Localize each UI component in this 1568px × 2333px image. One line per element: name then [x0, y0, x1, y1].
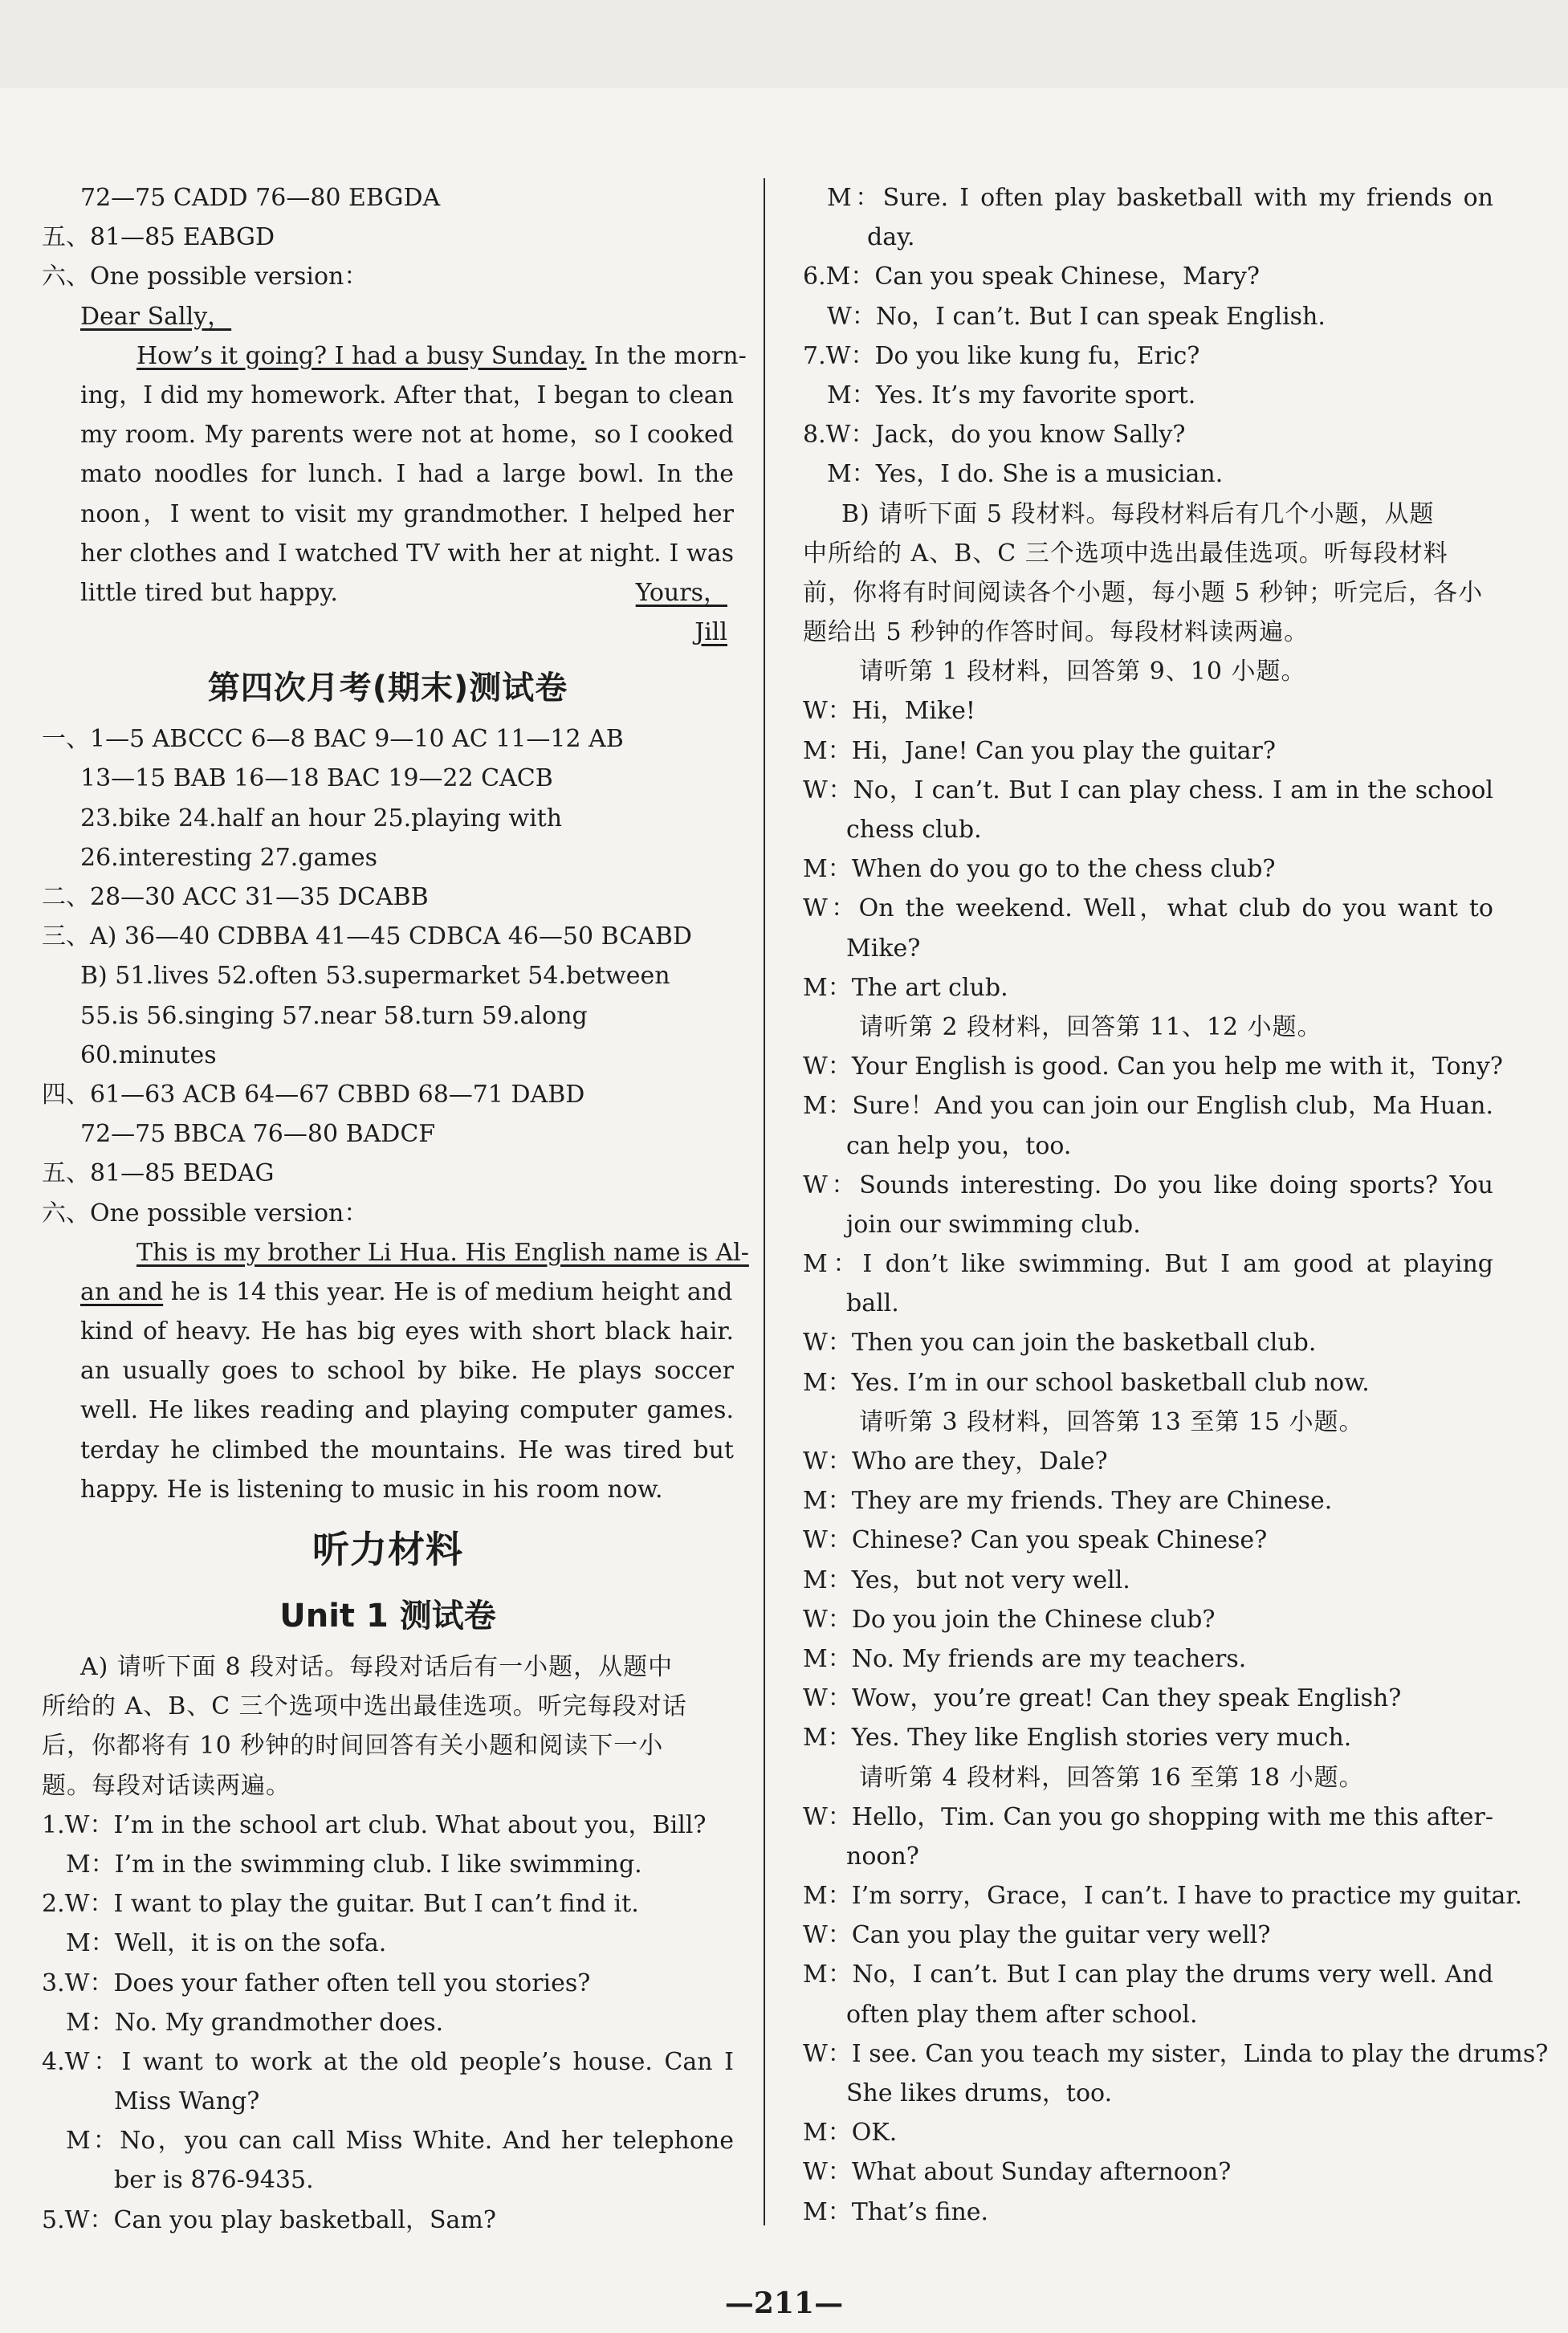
essay-line — [42, 573, 734, 613]
dialogue-line: Mike? — [846, 934, 921, 963]
dialogue-line: W：Then you can join the basketball club. — [803, 1329, 1317, 1358]
material-heading: 请听第 3 段材料，回答第 13 至第 15 小题。 — [859, 1407, 1364, 1436]
dialogue-line: W：Chinese? Can you speak Chinese? — [803, 1526, 1268, 1555]
dialogue-line: 1.W：I’m in the school art club. What about you，Bill? — [42, 1810, 707, 1839]
section-heading: 听力材料 — [312, 1528, 463, 1571]
answer-line: 一、1—5 ABCCC 6—8 BAC 9—10 AC 11—12 AB — [42, 725, 624, 754]
answer-line: 五、81—85 BEDAG — [42, 1159, 275, 1188]
essay-text: In the morn- — [586, 341, 747, 370]
page-number: —211— — [724, 2286, 844, 2320]
dialogue-line: M：When do you go to the chess club? — [803, 855, 1276, 884]
column-divider — [764, 178, 765, 2225]
dialogue-line: day. — [867, 223, 915, 252]
essay-line: terday he climbed the mountains. He was tired but — [80, 1435, 734, 1464]
dialogue-line: W：No，I can’t. But I can speak English. — [827, 302, 1326, 331]
dialogue-line: M：I’m in the swimming club. I like swimming. — [66, 1850, 642, 1879]
dialogue-line: 2.W：I want to play the guitar. But I can’t find it. — [42, 1890, 639, 1919]
dialogue-line: M：No，you can call Miss White. And her telephone — [66, 2127, 734, 2156]
dialogue-line: M：Hi，Jane! Can you play the guitar? — [803, 736, 1276, 765]
essay-line: kind of heavy. He has big eyes with short black hair. — [80, 1317, 734, 1346]
dialogue-line: M：OK. — [803, 2119, 898, 2148]
dialogue-line: 3.W：Does your father often tell you stories? — [42, 1969, 591, 1997]
dialogue-line: noon? — [846, 1842, 919, 1871]
answer-line: 72—75 BBCA 76—80 BADCF — [80, 1120, 436, 1149]
answer-line: 四、61—63 ACB 64—67 CBBD 68—71 DABD — [42, 1080, 585, 1109]
dialogue-line: M：I don’t like swimming. But I am good at playing — [803, 1250, 1493, 1279]
section-heading: 第四次月考(期末)测试卷 — [207, 670, 568, 707]
dialogue-line: M：That’s fine. — [803, 2197, 989, 2226]
dialogue-line: ber is 876-9435. — [114, 2166, 314, 2195]
letter-salutation — [42, 297, 734, 336]
essay-line: her clothes and I watched TV with her at night. I was — [80, 539, 734, 568]
answer-line: 23.bike 24.half an hour 25.playing with — [80, 804, 563, 833]
right-column — [803, 178, 1549, 2232]
dialogue-line: M：Sure！And you can join our English club，Ma Huan. — [803, 1092, 1493, 1121]
answer-line: 六、One possible version： — [42, 263, 369, 291]
answer-line: 五、81—85 EABGD — [42, 223, 275, 252]
essay-line — [42, 1272, 734, 1312]
dialogue-line: M：No，I can’t. But I can play the drums very well. And — [803, 1960, 1493, 1989]
answer-line: 26.interesting 27.games — [80, 843, 378, 872]
dialogue-line: 5.W：Can you play basketball，Sam? — [42, 2205, 496, 2234]
dialogue-line: W：I see. Can you teach my sister，Linda to play the drums? — [803, 2039, 1549, 2068]
dialogue-line: W：Hi，Mike! — [803, 697, 975, 726]
instruction-line: 所给的 A、B、C 三个选项中选出最佳选项。听完每段对话 — [42, 1692, 687, 1721]
scan-top-band — [0, 0, 1568, 88]
dialogue-line: M：Yes，but not very well. — [803, 1566, 1130, 1594]
answer-line: 55.is 56.singing 57.near 58.turn 59.along — [80, 1001, 588, 1030]
dialogue-line: W：Sounds interesting. Do you like doing sports? You — [803, 1171, 1493, 1199]
instruction-line: B) 请听下面 5 段材料。每段材料后有几个小题，从题 — [841, 499, 1435, 528]
material-heading: 请听第 2 段材料，回答第 11、12 小题。 — [859, 1012, 1322, 1041]
answer-line: 13—15 BAB 16—18 BAC 19—22 CACB — [80, 764, 553, 793]
dialogue-line: M：They are my friends. They are Chinese. — [803, 1487, 1333, 1516]
instruction-line: 中所给的 A、B、C 三个选项中选出最佳选项。听每段材料 — [803, 539, 1448, 568]
essay-line: my room. My parents were not at home，so I cooked — [80, 421, 734, 450]
section-heading: Unit 1 测试卷 — [279, 1598, 496, 1635]
dialogue-line: W：On the weekend. Well，what club do you want to — [803, 894, 1493, 923]
dialogue-line: M：Yes. It’s my favorite sport. — [827, 381, 1196, 409]
dialogue-line: join our swimming club. — [846, 1210, 1141, 1239]
dialogue-line: W：Wow，you’re great! Can they speak English? — [803, 1684, 1402, 1713]
dialogue-line: M：No. My friends are my teachers. — [803, 1644, 1247, 1673]
dialogue-line: W：Hello，Tim. Can you go shopping with me this after- — [803, 1802, 1493, 1831]
dialogue-line: 6.M：Can you speak Chinese，Mary? — [803, 263, 1260, 291]
dialogue-line: often play them after school. — [846, 2000, 1198, 2029]
essay-line — [42, 336, 747, 376]
answer-line: 60.minutes — [80, 1040, 217, 1069]
essay-line: ing，I did my homework. After that，I began to clean — [80, 381, 734, 409]
essay-line: noon，I went to visit my grandmother. I helped her — [80, 499, 734, 528]
dialogue-line: She likes drums，too. — [846, 2079, 1113, 2107]
dialogue-line: M：I’m sorry，Grace，I can’t. I have to practice my guitar. — [803, 1882, 1523, 1911]
underlined-text: This is my brother Li Hua. His English name is Al- — [136, 1238, 749, 1267]
essay-line: happy. He is listening to music in his room now. — [80, 1475, 663, 1504]
dialogue-line: W：Who are they，Dale? — [803, 1447, 1108, 1476]
dialogue-line: M：Well，it is on the sofa. — [66, 1929, 387, 1958]
underlined-text: Dear Sally， — [80, 302, 232, 331]
underlined-text: Jill — [694, 618, 727, 647]
dialogue-line: Miss Wang? — [114, 2087, 260, 2116]
dialogue-line: M：Yes，I do. She is a musician. — [827, 460, 1224, 489]
dialogue-line: chess club. — [846, 816, 982, 844]
dialogue-line: can help you，too. — [846, 1131, 1072, 1160]
dialogue-line: M：The art club. — [803, 973, 1008, 1002]
dialogue-line: W：No，I can’t. But I can play chess. I am in the school — [803, 776, 1493, 804]
dialogue-line: 7.W：Do you like kung fu，Eric? — [803, 341, 1200, 370]
instruction-line: A) 请听下面 8 段对话。每段对话后有一小题，从题中 — [80, 1653, 674, 1681]
essay-text: little tired but happy. — [80, 578, 338, 607]
dialogue-line: 4.W：I want to work at the old people’s house. Can I — [42, 2047, 734, 2076]
answer-line: 六、One possible version： — [42, 1199, 369, 1228]
answer-line: 72—75 CADD 76—80 EBGDA — [80, 184, 441, 212]
dialogue-line: ball. — [846, 1289, 899, 1318]
answer-line: 二、28—30 ACC 31—35 DCABB — [42, 883, 429, 911]
dialogue-line: W：Your English is good. Can you help me with it，Tony? — [803, 1052, 1503, 1081]
underlined-text: How’s it going? I had a busy Sunday. — [136, 341, 587, 370]
dialogue-line: M：No. My grandmother does. — [66, 2008, 444, 2037]
instruction-line: 题给出 5 秒钟的作答时间。每段材料读两遍。 — [803, 618, 1309, 647]
answer-line: B) 51.lives 52.often 53.supermarket 54.between — [80, 962, 670, 991]
essay-line — [42, 1233, 749, 1272]
essay-line: mato noodles for lunch. I had a large bowl. In the — [80, 460, 734, 489]
dialogue-line: M：Yes. They like English stories very much. — [803, 1724, 1352, 1753]
answer-line: 三、A) 36—40 CDBBA 41—45 CDBCA 46—50 BCABD — [42, 922, 692, 951]
dialogue-line: M：Yes. I’m in our school basketball club now. — [803, 1368, 1370, 1397]
underlined-text: an and — [80, 1277, 164, 1306]
essay-line: well. He likes reading and playing computer games. — [80, 1396, 734, 1425]
dialogue-line: 8.W：Jack，do you know Sally? — [803, 421, 1186, 450]
instruction-line: 后，你都将有 10 秒钟的时间回答有关小题和阅读下一小 — [42, 1732, 664, 1761]
letter-closing: Yours， — [635, 578, 727, 607]
dialogue-line: W：What about Sunday afternoon? — [803, 2158, 1232, 2187]
dialogue-line: W：Can you play the guitar very well? — [803, 1921, 1271, 1950]
instruction-line: 前，你将有时间阅读各个小题，每小题 5 秒钟；听完后，各小 — [803, 578, 1484, 607]
dialogue-line: W：Do you join the Chinese club? — [803, 1605, 1216, 1634]
essay-text: he is 14 this year. He is of medium height and — [163, 1277, 733, 1306]
dialogue-line: M：Sure. I often play basketball with my friends on — [827, 184, 1493, 212]
instruction-line: 题。每段对话读两遍。 — [42, 1771, 291, 1800]
material-heading: 请听第 4 段材料，回答第 16 至第 18 小题。 — [859, 1763, 1364, 1792]
letter-signature — [42, 613, 734, 652]
essay-line: an usually goes to school by bike. He plays soccer — [80, 1357, 734, 1386]
left-column — [42, 178, 749, 2240]
material-heading: 请听第 1 段材料，回答第 9、10 小题。 — [859, 658, 1306, 686]
